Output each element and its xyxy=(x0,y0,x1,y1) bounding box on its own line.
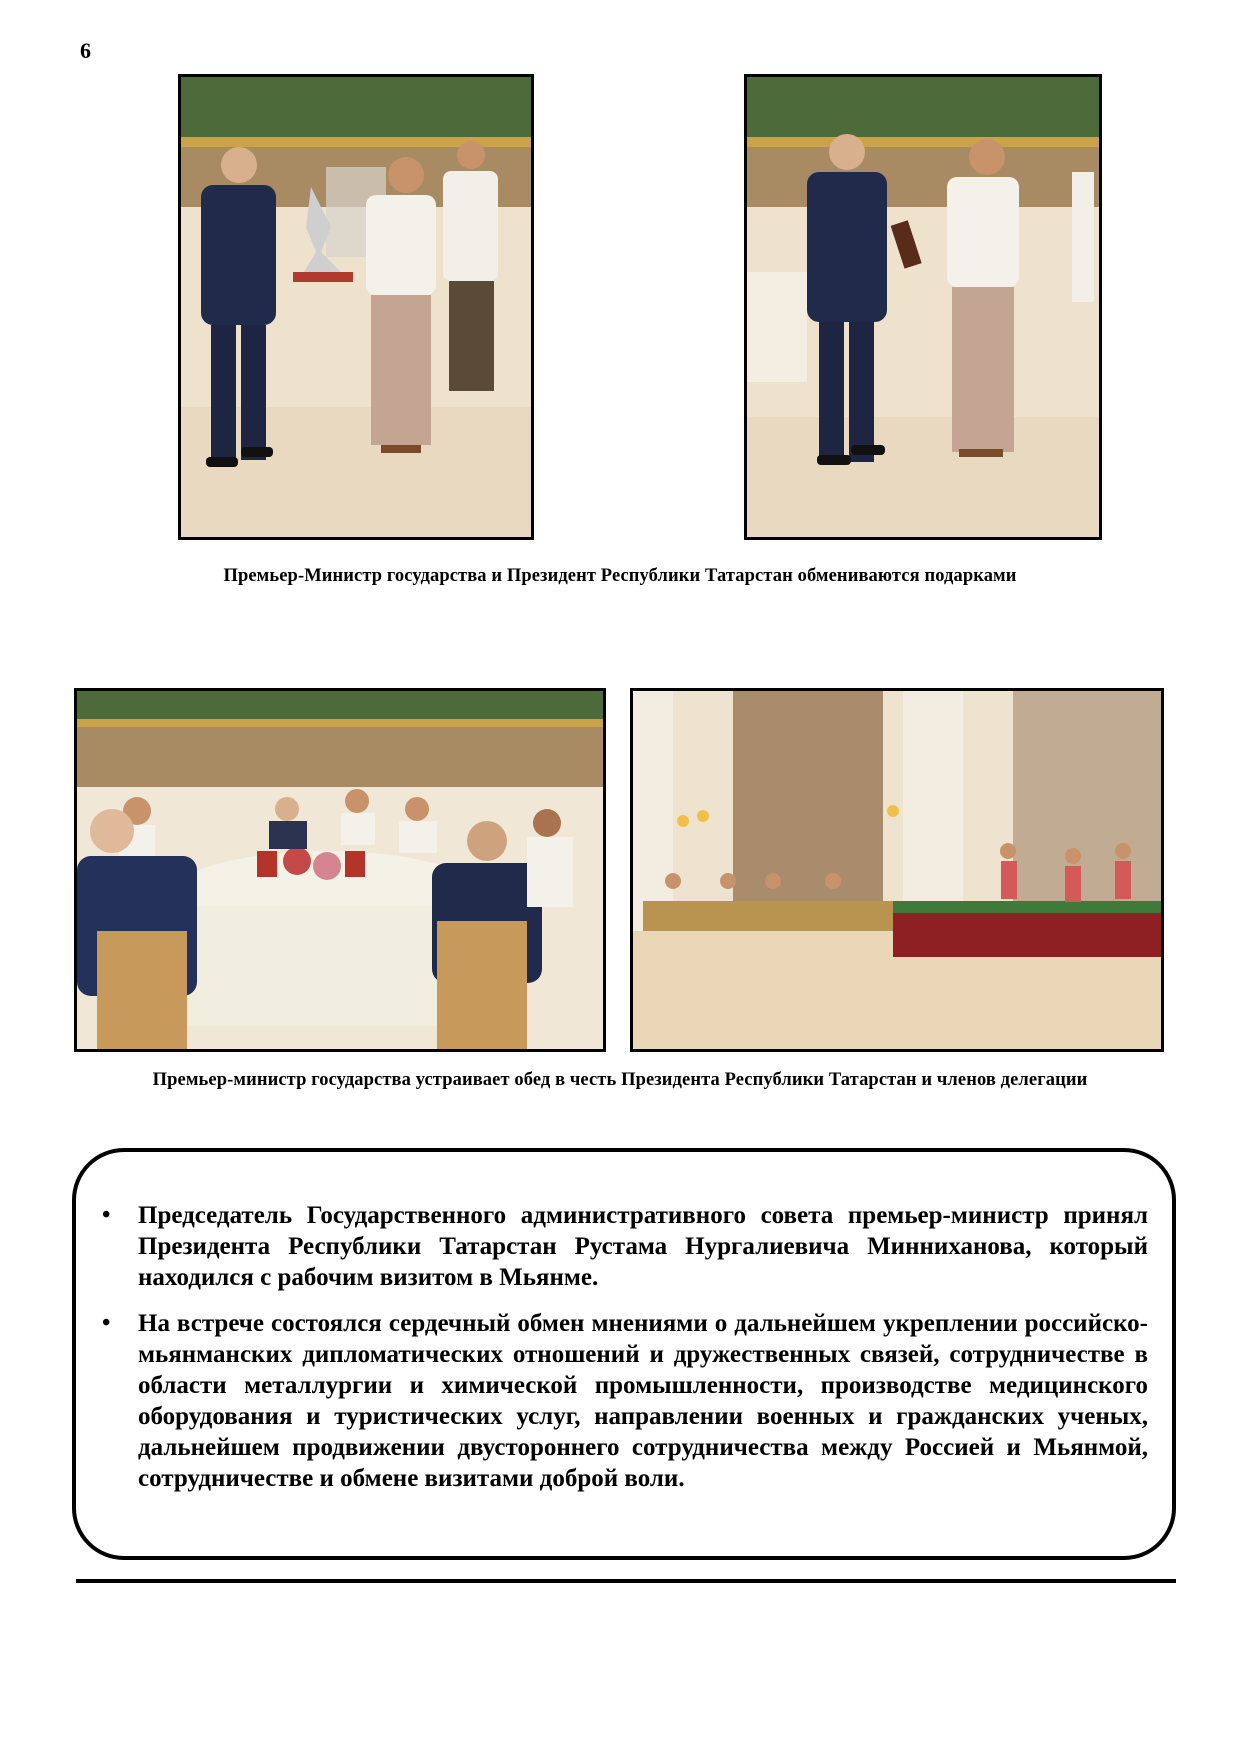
summary-box xyxy=(72,1148,1176,1560)
photo-gift-exchange-1 xyxy=(178,74,534,540)
photo-dinner-table xyxy=(74,688,606,1052)
caption-dinner: Премьер-министр государства устраивает обед в честь Президента Республики Татарстан и членов делегации xyxy=(152,1070,1088,1090)
photo-icon xyxy=(633,691,1161,1049)
summary-bullet-2: • На встрече состоялся сердечный обмен мнениями о дальнейшем укреплении российско-мьянманских дипломатических отношений и дружественных связей, сотрудничестве в области металлургии и химической промышленности, производстве медицинского оборудования и туристических услуг, направлении военных и гражданских ученых, дальнейшем продвижении двустороннего сотрудничества между Россией и Мьянмой, сотрудничестве и обмене визитами доброй воли. xyxy=(138,1308,1148,1494)
photo-icon xyxy=(181,77,531,537)
page-number: 6 xyxy=(80,38,91,63)
summary-list xyxy=(138,1200,1148,1509)
photo-dance-performance xyxy=(630,688,1164,1052)
photo-icon xyxy=(747,77,1099,537)
summary-bullet-1: • Председатель Государственного административного совета премьер-министр принял Президента Республики Татарстан Рустама Нургалиевича Минниханова, который находился с рабочим визитом в Мьянме. xyxy=(138,1200,1148,1293)
caption-gifts: Премьер-Министр государства и Президент Республики Татарстан обмениваются подарками xyxy=(223,566,1017,586)
photo-icon xyxy=(77,691,603,1049)
photo-gift-exchange-2 xyxy=(744,74,1102,540)
bottom-rule xyxy=(76,1579,1176,1583)
